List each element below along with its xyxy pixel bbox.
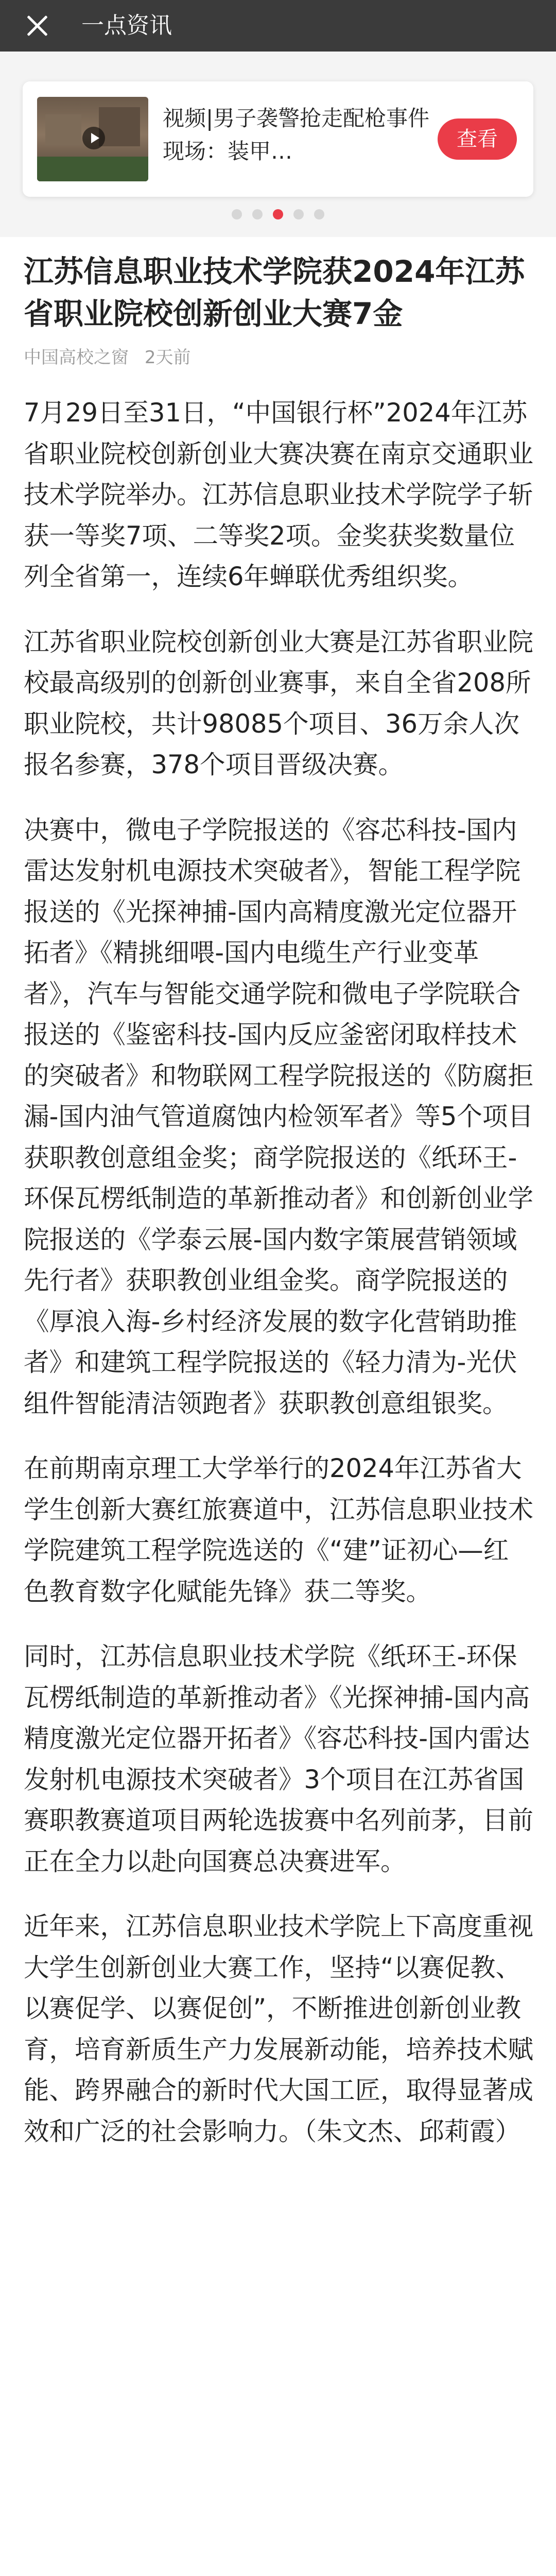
article-paragraph: 同时，江苏信息职业技术学院《纸环王-环保瓦楞纸制造的革新推动者》《光探神捕-国内高精度激光定位器开拓者》《容芯科技-国内雷达发射机电源技术突破者》3个项目在江苏省国赛职教赛道项目两轮选拔赛中名列前茅，目前正在全力以赴向国赛总决赛进军。 (24, 1641, 533, 1876)
article-body (24, 393, 533, 2176)
carousel-dot[interactable] (293, 209, 304, 219)
carousel-dot[interactable] (314, 209, 324, 219)
recommended-video-card[interactable] (23, 81, 533, 197)
video-thumbnail[interactable] (37, 97, 148, 181)
close-icon[interactable] (23, 11, 51, 40)
article-paragraph: 在前期南京理工大学举行的2024年江苏省大学生创新大赛红旅赛道中，江苏信息职业技术学院建筑工程学院选送的《“建”证初心—红色教育数字化赋能先锋》获二等奖。 (24, 1453, 533, 1606)
carousel-dot[interactable] (232, 209, 242, 219)
play-icon[interactable] (82, 127, 105, 149)
video-card-title[interactable]: 视频|男子袭警抢走配枪事件现场：装甲… (163, 106, 430, 164)
carousel-dot-active[interactable] (273, 209, 283, 219)
article-source[interactable]: 中国高校之窗 (24, 347, 129, 368)
article-time: 2天前 (144, 347, 191, 368)
carousel-dot[interactable] (252, 209, 263, 219)
top-bar (0, 0, 556, 52)
article-paragraph: 江苏省职业院校创新创业大赛是江苏省职业院校最高级别的创新创业赛事，来自全省208所职业院校，共计98085个项目、36万余人次报名参赛，378个项目晋级决赛。 (24, 626, 533, 779)
app-title: 一点资讯 (81, 12, 172, 39)
article-paragraph: 7月29日至31日，“中国银行杯”2024年江苏省职业院校创新创业大赛决赛在南京交通职业技术学院举办。江苏信息职业技术学院学子斩获一等奖7项、二等奖2项。金奖获奖数量位列全省第一，连续6年蝉联优秀组织奖。 (24, 398, 533, 591)
article-headline: 江苏信息职业技术学院获2024年江苏省职业院校创新创业大赛7金 (24, 254, 525, 331)
view-button[interactable]: 查看 (438, 118, 517, 160)
carousel-pagination (0, 209, 556, 219)
article-meta (24, 346, 201, 369)
article-paragraph: 决赛中，微电子学院报送的《容芯科技-国内雷达发射机电源技术突破者》，智能工程学院报送的《光探神捕-国内高精度激光定位器开拓者》《精挑细喂-国内电缆生产行业变革者》，汽车与智能交通学院和微电子学院联合报送的《鉴密科技-国内反应釜密闭取样技术的突破者》和物联网工程学院报送的《防腐拒漏-国内油气管道腐蚀内检领军者》等5个项目获职教创意组金奖；商学院报送的《纸环王-环保瓦楞纸制造的革新推动者》和创新创业学院报送的《学泰云展-国内数字策展营销领域先行者》获职教创业组金奖。商学院报送的《厚浪入海-乡村经济发展的数字化营销助推者》和建筑工程学院报送的《轻力清为-光伏组件智能清洁领跑者》获职教创意组银奖。 (24, 815, 533, 1418)
article-paragraph: 近年来，江苏信息职业技术学院上下高度重视大学生创新创业大赛工作，坚持“以赛促教、以赛促学、以赛促创”，不断推进创新创业教育，培育新质生产力发展新动能，培养技术赋能、跨界融合的新时代大国工匠，取得显著成效和广泛的社会影响力。（朱文杰、邱莉霞） (24, 1911, 533, 2146)
recommendation-carousel[interactable] (0, 52, 556, 237)
